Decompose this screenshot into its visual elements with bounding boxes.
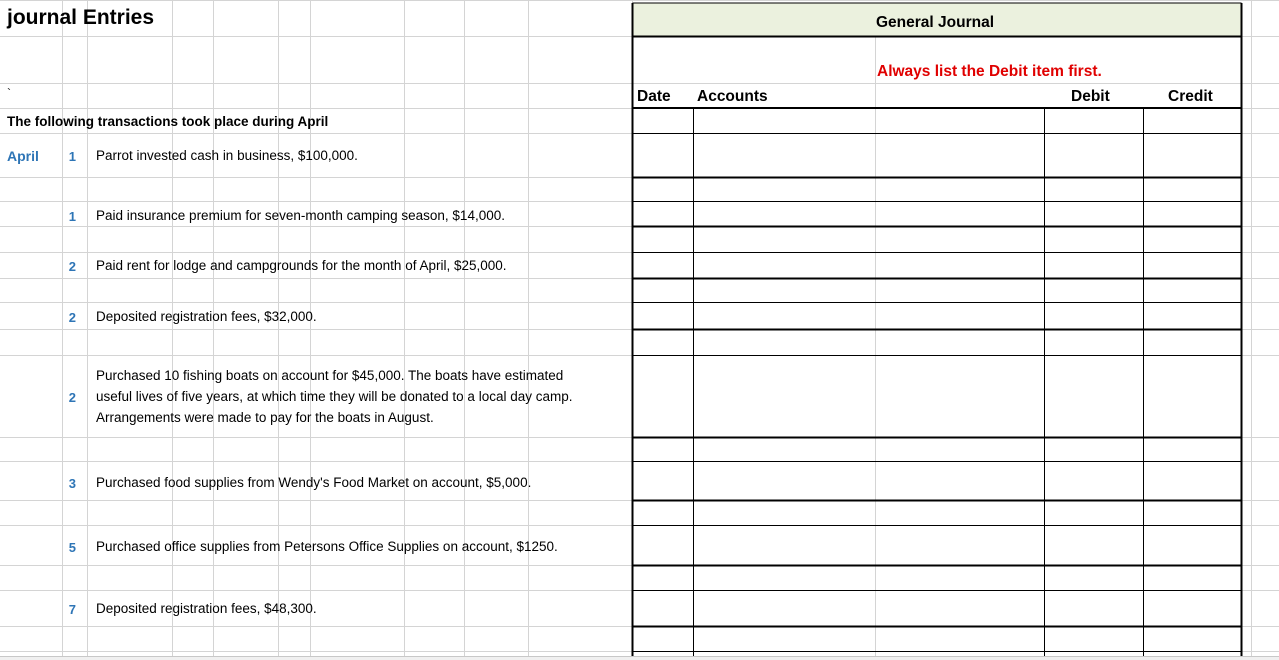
journal-title: General Journal	[876, 14, 995, 31]
transaction-description: Paid insurance premium for seven-month camping season, $14,000.	[96, 208, 505, 223]
sheet-title: journal Entries	[7, 6, 155, 29]
transaction-description: Deposited registration fees, $32,000.	[96, 309, 317, 324]
transaction-day: 1	[68, 209, 76, 224]
transaction-day: 2	[68, 390, 76, 405]
column-header-credit: Credit	[1168, 88, 1213, 105]
transaction-description: Paid rent for lodge and campgrounds for the month of April, $25,000.	[96, 258, 507, 273]
transaction-description	[96, 365, 573, 428]
transaction-description-line: Purchased 10 fishing boats on account for $45,000. The boats have estimated	[96, 368, 564, 383]
column-header-debit: Debit	[1071, 88, 1110, 105]
transaction-day: 2	[68, 259, 76, 274]
transaction-description: Purchased food supplies from Wendy's Food Market on account, $5,000.	[96, 475, 532, 490]
month-label: April	[7, 148, 39, 164]
transaction-description: Deposited registration fees, $48,300.	[96, 601, 317, 616]
transaction-day: 1	[68, 149, 76, 164]
column-header-accounts: Accounts	[697, 88, 768, 105]
transaction-day: 2	[68, 310, 76, 325]
transaction-day: 7	[68, 602, 76, 617]
transaction-description: Purchased office supplies from Petersons Office Supplies on account, $1250.	[96, 539, 558, 554]
transaction-day: 5	[68, 540, 76, 555]
debit-first-note: Always list the Debit item first.	[877, 63, 1102, 80]
transaction-day: 3	[68, 476, 76, 491]
journal-entry-area[interactable]	[633, 109, 1241, 656]
transaction-description-line: Arrangements were made to pay for the boats in August.	[96, 410, 434, 425]
transaction-description-line: useful lives of five years, at which time they will be donated to a local day camp.	[96, 389, 573, 404]
transaction-description: Parrot invested cash in business, $100,000.	[96, 148, 358, 163]
stray-mark: `	[7, 86, 11, 100]
intro-text: The following transactions took place during April	[7, 114, 329, 129]
column-header-date: Date	[637, 88, 671, 105]
